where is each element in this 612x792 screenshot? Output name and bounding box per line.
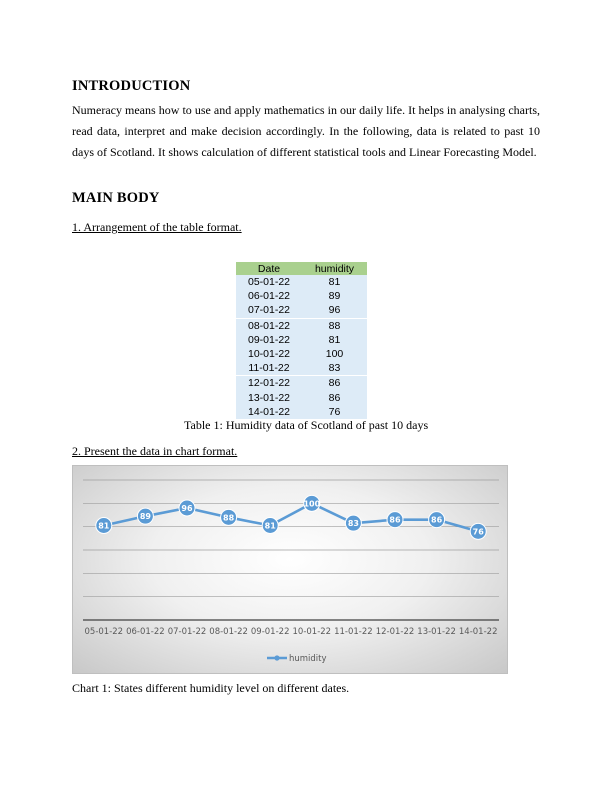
table-cell-date: 08-01-22 (236, 318, 302, 333)
table-cell-humidity: 100 (302, 347, 367, 361)
table-cell-humidity: 89 (302, 289, 367, 303)
humidity-chart (72, 465, 508, 674)
table-cell-humidity: 86 (302, 376, 367, 391)
table-cell-humidity: 88 (302, 318, 367, 333)
data-label: 81 (264, 521, 276, 531)
table-cell-humidity: 96 (302, 303, 367, 318)
x-tick-label: 12-01-22 (375, 627, 415, 637)
table-cell-date: 14-01-22 (236, 405, 302, 419)
x-tick-label: 05-01-22 (84, 627, 124, 637)
x-tick-label: 13-01-22 (417, 627, 456, 637)
table-cell-humidity: 83 (302, 361, 367, 376)
data-label: 86 (431, 515, 443, 525)
x-tick-label: 07-01-22 (167, 627, 207, 637)
table-cell-humidity: 81 (302, 275, 367, 289)
x-tick-label: 10-01-22 (292, 627, 332, 637)
data-label: 83 (347, 519, 359, 529)
table-row (236, 347, 367, 361)
table-cell-date: 13-01-22 (236, 391, 302, 405)
data-label: 96 (181, 504, 193, 513)
section-1-title: 1. Arrangement of the table format. (72, 220, 242, 234)
table-row (236, 405, 367, 419)
table-cell-date: 12-01-22 (236, 376, 302, 391)
table-row (236, 275, 367, 289)
data-label: 100 (303, 499, 321, 509)
table-cell-date: 06-01-22 (236, 289, 302, 303)
table-row (236, 333, 367, 347)
table-cell-date: 11-01-22 (236, 361, 302, 376)
x-tick-label: 11-01-22 (334, 627, 373, 637)
table-row (236, 361, 367, 376)
table-row (236, 318, 367, 333)
table-row (236, 376, 367, 391)
x-tick-label: 09-01-22 (250, 627, 290, 637)
x-tick-label: 06-01-22 (126, 627, 165, 637)
data-label: 76 (472, 527, 484, 537)
chart-caption: Chart 1: States different humidity level on different dates. (72, 681, 350, 695)
table-cell-date: 10-01-22 (236, 347, 302, 361)
legend-label: humidity (289, 654, 327, 664)
table-cell-humidity: 81 (302, 333, 367, 347)
table-header-row (236, 262, 367, 275)
table-row (236, 289, 367, 303)
x-tick-label: 14-01-22 (458, 627, 498, 637)
main-body-heading: MAIN BODY (72, 190, 160, 206)
section-2-title: 2. Present the data in chart format. (72, 444, 238, 458)
humidity-table (236, 262, 367, 419)
data-label: 81 (98, 521, 110, 531)
table-cell-date: 05-01-22 (236, 275, 302, 289)
table-header-date: Date (236, 262, 302, 275)
table-cell-humidity: 76 (302, 405, 367, 419)
table-row (236, 391, 367, 405)
data-label: 89 (139, 512, 151, 522)
table-header-humidity: humidity (302, 262, 367, 275)
table-cell-date: 07-01-22 (236, 303, 302, 318)
x-tick-label: 08-01-22 (209, 627, 248, 637)
legend-marker-icon (274, 655, 279, 660)
table-row (236, 303, 367, 318)
introduction-heading: INTRODUCTION (72, 78, 191, 94)
series-line-humidity (104, 503, 478, 531)
introduction-paragraph: Numeracy means how to use and apply mathematics in our daily life. It helps in analysing charts, read data, interpret and make decision accordingly. In the following, data is related to past 10 days of Scotland. It shows calculation of different statistical tools and Linear Forecasting Model. (72, 103, 540, 159)
table-caption: Table 1: Humidity data of Scotland of past 10 days (184, 418, 429, 432)
table-cell-date: 09-01-22 (236, 333, 302, 347)
table-cell-humidity: 86 (302, 391, 367, 405)
data-label: 88 (223, 513, 235, 523)
chart-canvas (73, 466, 509, 675)
data-label: 86 (389, 515, 401, 525)
